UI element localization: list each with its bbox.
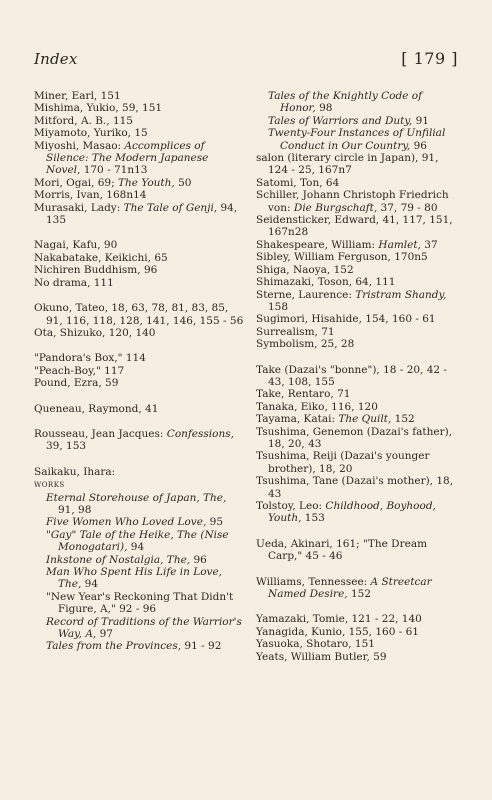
entry-gap [34,226,244,239]
index-subentry [34,516,244,528]
index-entry [34,327,244,339]
entry-text: Nichiren Buddhism, 96 [34,264,158,277]
index-entry [256,626,461,638]
index-entry [34,377,244,389]
entry-title-italic: Eternal Storehouse of Japan, The, [46,491,227,504]
index-entry [256,364,461,389]
entry-text: 96 [410,139,427,152]
entry-text: 37, 79 - 80 [377,201,438,214]
index-entry [34,115,244,127]
index-entry [34,189,244,201]
entry-text: Mishima, Yukio, 59, 151 [34,102,163,115]
entry-title-italic: Tales of Warriors and Duty, [268,114,413,127]
index-entry [256,638,461,650]
entry-text: Schiller, Johann Christoph Friedrich von: [256,189,449,214]
entry-text: Tolstoy, Leo: [256,500,326,512]
index-subentry [256,90,461,115]
entry-text: Seidensticker, Edward, 41, 117, 151, 167n28 [256,214,453,239]
entry-text: Tsushima, Reiji (Dazai's younger brother), 18, 20 [256,450,430,475]
entry-text: Ueda, Akinari, 161; "The Dream Carp," 45 - 46 [256,537,428,563]
index-entry [256,576,461,601]
index-entry [256,289,461,314]
entry-text: salon (literary circle in Japan), 91, 124 - 25, 167n7 [256,152,439,177]
index-entry [256,338,461,350]
index-entry [256,276,461,288]
entry-text: 152 [391,413,415,426]
index-entry [34,252,244,264]
entry-text: Yamazaki, Tomie, 121 - 22, 140 [256,613,422,626]
entry-text: 153 [301,512,325,525]
entry-text: "Peach-Boy," 117 [34,364,125,377]
entry-title-italic: Tales from the Provinces, [46,640,182,653]
entry-title-italic: The Quilt, [338,413,392,426]
entry-title-italic: The Tale of Genji, [123,201,218,214]
entry-text: Queneau, Raymond, 41 [34,402,159,415]
entry-text: 94 [127,541,145,554]
entry-text: Miner, Earl, 151 [34,90,121,102]
index-entry [256,152,461,177]
index-subentry [34,554,244,566]
entry-text: 37 [420,238,438,251]
index-entry [34,352,244,364]
index-entry [34,140,244,177]
entry-text: Satomi, Ton, 64 [256,176,340,189]
entry-text: Sibley, William Ferguson, 170n5 [256,251,428,264]
entry-text: 95 [206,516,223,529]
entry-text: Shakespeare, William: [256,238,379,251]
page-number: [ 179 ] [401,49,458,68]
entry-text: " [46,528,51,541]
entry-gap [34,289,244,302]
index-subentry [256,115,461,127]
index-entry [34,202,244,227]
entry-text: Mori, Ogai, 69; [34,176,118,189]
entry-gap [34,390,244,403]
index-entry [34,177,244,189]
index-column-right [256,90,461,663]
entry-text: Take, Rentaro, 71 [256,388,351,401]
entry-text: 96 [190,553,207,566]
entry-gap [256,600,461,613]
entry-title-italic: The Youth, [118,176,175,189]
index-entry [34,365,244,377]
entry-gap [34,339,244,352]
entry-text: 39, 153 [46,440,87,453]
entry-text: " [71,528,80,541]
entry-title-italic: Man Who Spent His Life in Love, The, [46,566,223,591]
entry-text: Miyamoto, Yuriko, 15 [34,127,148,140]
entry-title-italic: Confessions, [166,427,234,440]
entry-title-italic: Accomplices of Silence: The Modern Japanese Novel, [46,139,209,177]
index-entry [256,313,461,325]
index-entry [34,466,244,478]
entry-text: Sugimori, Hisahide, 154, 160 - 61 [256,313,436,326]
index-entry [34,277,244,289]
entry-title-italic: A Streetcar Named Desire, [268,575,432,601]
index-entry [34,302,244,327]
index-entry [34,102,244,114]
entry-text: Symbolism, 25, 28 [256,338,355,351]
entry-text: 97 [96,628,113,641]
index-entry [256,401,461,413]
entry-title-italic: Die Burgschaft, [293,201,378,214]
entry-text: Pound, Ezra, 59 [34,377,119,390]
entry-gap [34,453,244,466]
entry-text: Shiga, Naoya, 152 [256,263,354,276]
index-entry [256,388,461,400]
index-entry [256,426,461,451]
entry-text: 94, 135 [46,201,238,227]
index-entry [256,251,461,263]
index-entry [256,214,461,239]
entry-text: "New Year's Reckoning That Didn't Figure, A," 92 - 96 [46,590,234,616]
entry-text: Mitford, A. B., 115 [34,114,133,127]
index-subentry [256,127,461,152]
index-entry [256,326,461,338]
entry-gap [256,525,461,538]
index-entry [256,450,461,475]
index-entry [34,428,244,453]
entry-text: 94 [81,578,99,591]
entry-text: 91 [412,114,429,127]
entry-text: Morris, Ivan, 168n14 [34,189,147,202]
entry-text: Saikaku, Ihara: [34,465,116,478]
entry-text: Shimazaki, Toson, 64, 111 [256,276,396,289]
entry-text: "Pandora's Box," 114 [34,352,146,365]
entry-title-italic: Tristram Shandy, [355,288,447,301]
index-entry [34,239,244,251]
entry-text: Nakabatake, Keikichi, 65 [34,251,168,264]
index-entry [34,403,244,415]
entry-title-italic: Record of Traditions of the Warrior's Way, A, [46,615,242,641]
entry-text: Yanagida, Kunio, 155, 160 - 61 [256,625,419,638]
entry-text: No drama, 111 [34,276,114,289]
index-subentry [34,566,244,591]
entry-title-italic: Inkstone of Nostalgia, The, [46,553,191,566]
entry-text: 50 [174,176,192,189]
index-entry [256,189,461,214]
index-entry [34,127,244,139]
entry-gap [34,415,244,428]
index-entry [34,478,244,491]
index-column-left [34,90,244,653]
entry-text: Tanaka, Eiko, 116, 120 [256,400,378,413]
index-entry [34,264,244,276]
entry-text: Take (Dazai's "bonne"), 18 - 20, 42 - 43, 108, 155 [256,363,447,388]
entry-text: Surrealism, 71 [256,325,335,338]
index-entry [256,239,461,251]
index-entry [256,613,461,625]
index-entry [256,475,461,500]
entry-text: 170 - 71n13 [80,164,148,177]
entry-text: Tsushima, Genemon (Dazai's father), 18, 20, 43 [256,425,453,450]
entry-gap [256,563,461,576]
entry-text: Tsushima, Tane (Dazai's mother), 18, 43 [256,475,454,500]
entry-text: Sterne, Laurence: [256,288,356,301]
index-subentry [34,616,244,641]
entry-title-italic: Hamlet, [378,238,421,251]
entry-title-italic: Twenty-Four Instances of Unfilial Conduct in Our Country, [268,127,446,152]
index-entry [256,264,461,276]
index-entry [256,500,461,525]
entry-text: Tayama, Katai: [256,413,339,426]
entry-text: Nagai, Kafu, 90 [34,239,118,252]
entry-text: 158 [268,300,289,313]
entry-text: 91, 98 [58,503,92,516]
entry-title-italic: Five Women Who Loved Love, [46,516,207,529]
entry-text: Yeats, William Butler, 59 [256,650,387,663]
index-entry [34,90,244,102]
index-entry [256,413,461,425]
entry-gap [256,351,461,364]
entry-title-italic: Childhood, Boyhood, Youth, [268,500,436,525]
index-subentry [34,529,244,554]
entry-text: Miyoshi, Masao: [34,139,125,152]
index-subentry [34,591,244,616]
entry-text: Rousseau, Jean Jacques: [34,427,167,440]
entry-title-italic: Tales of the Knightly Code of Honor, [268,90,422,115]
page-title: Index [34,50,78,68]
index-entry [256,538,461,563]
index-entry [256,177,461,189]
entry-text: Williams, Tennessee: [256,575,371,588]
index-entry [256,651,461,663]
index-subentry [34,640,244,652]
entry-text: Okuno, Tateo, 18, 63, 78, 81, 83, 85, 91, 116, 118, 128, 141, 146, 155 - 56 [34,302,244,327]
entry-text: Murasaki, Lady: [34,201,124,214]
index-subentry [34,492,244,517]
entry-title-italic: Tale of the Heike, The (Nise Monogatari), [58,528,229,554]
entry-text: 98 [315,102,333,115]
entry-text: 152 [347,588,372,601]
entry-text: 91 - 92 [181,640,222,653]
entry-title-italic: Gay [50,528,72,541]
works-label: works [34,479,65,491]
entry-text: Yasuoka, Shotaro, 151 [256,638,375,651]
entry-text: Ota, Shizuko, 120, 140 [34,326,156,339]
